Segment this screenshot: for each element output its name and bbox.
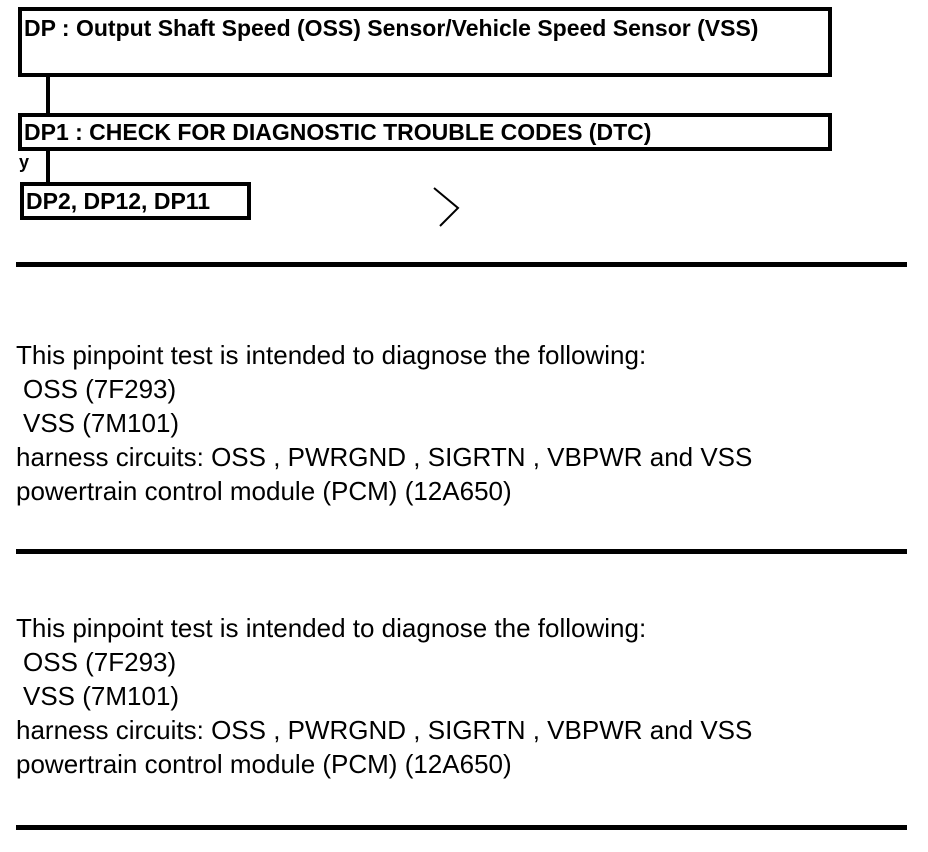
flow-connector	[46, 151, 50, 182]
harness-circuits-text: harness circuits: OSS , PWRGND , SIGRTN , VBPWR and VSS	[16, 442, 753, 472]
component-item: OSS (7F293)	[23, 647, 177, 677]
divider	[16, 825, 907, 830]
step-box-dp2[interactable]	[20, 182, 251, 220]
pcm-text: powertrain control module (PCM) (12A650)	[16, 476, 512, 506]
pinpoint-description	[16, 338, 752, 508]
pcm-text: powertrain control module (PCM) (12A650)	[16, 749, 512, 779]
intro-text: This pinpoint test is intended to diagnose the following:	[16, 340, 647, 370]
divider	[16, 549, 907, 554]
harness-circuits-text: harness circuits: OSS , PWRGND , SIGRTN , VBPWR and VSS	[16, 715, 753, 745]
chevron-right-icon[interactable]	[428, 182, 464, 230]
component-item: VSS (7M101)	[23, 681, 180, 711]
step-box-dp1[interactable]	[18, 113, 832, 151]
pinpoint-description	[16, 611, 752, 781]
divider	[16, 262, 907, 267]
title-box-dp	[18, 7, 832, 77]
component-item: VSS (7M101)	[23, 408, 180, 438]
title-box-text: DP : Output Shaft Speed (OSS) Sensor/Vehicle Speed Sensor (VSS)	[24, 15, 759, 41]
step-box-dp2-text: DP2, DP12, DP11	[26, 188, 211, 214]
yes-branch-label: y	[19, 152, 30, 172]
component-item: OSS (7F293)	[23, 374, 177, 404]
flow-connector	[46, 77, 50, 113]
intro-text: This pinpoint test is intended to diagnose the following:	[16, 613, 647, 643]
step-box-dp1-text: DP1 : CHECK FOR DIAGNOSTIC TROUBLE CODES (DTC)	[24, 119, 652, 145]
